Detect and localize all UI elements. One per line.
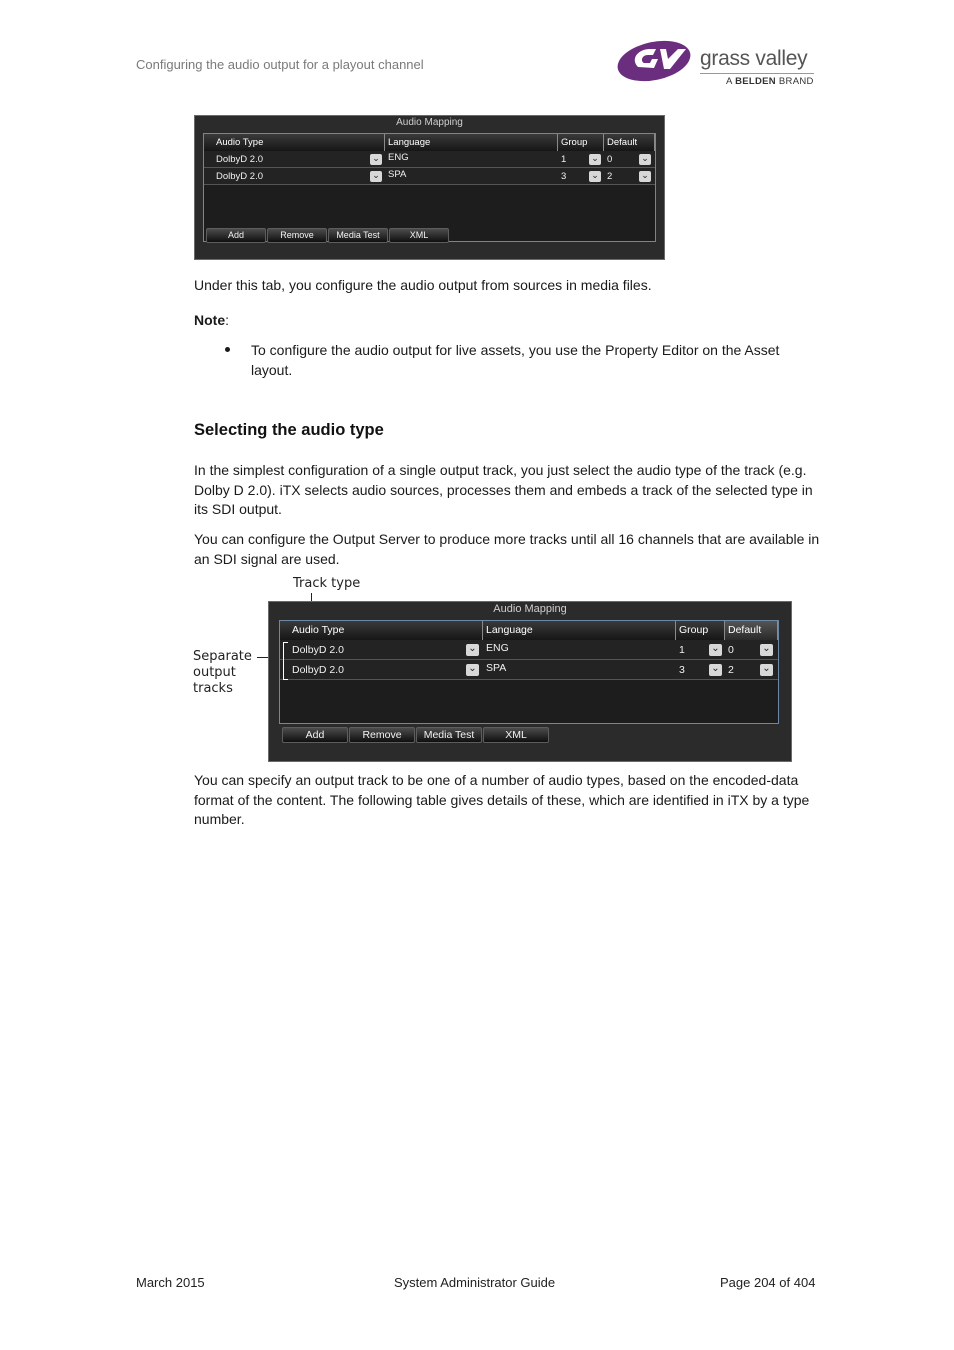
column-header-group[interactable]: Group bbox=[558, 134, 604, 151]
audio-mapping-panel-large bbox=[268, 601, 792, 762]
note-bullet-text: To configure the audio output for live assets, you use the Property Editor on the Asset layout. bbox=[251, 342, 780, 378]
chevron-down-icon[interactable]: ⌄ bbox=[589, 171, 601, 182]
paragraph-simplest-config: In the simplest configuration of a single output track, you just select the audio type of the track (e.g. Dolby D 2.0). iTX selects audio sources, processes them and embeds a track of the selected type in its SDI output. bbox=[194, 462, 813, 517]
cell-audio-type[interactable]: DolbyD 2.0 bbox=[280, 660, 483, 680]
footer-guide-title: System Administrator Guide bbox=[394, 1275, 556, 1290]
separate-tracks-line2: output bbox=[193, 665, 236, 680]
paragraph-audio-types: You can specify an output track to be one of a number of audio types, based on the encoded-data format of the content. The following table gives details of these, which are identified in iTX by a type number. bbox=[194, 772, 810, 827]
column-header-default[interactable]: Default bbox=[725, 621, 778, 640]
logo-divider bbox=[700, 73, 814, 74]
chevron-down-icon[interactable]: ⌄ bbox=[370, 154, 382, 165]
chevron-down-icon[interactable]: ⌄ bbox=[709, 664, 722, 676]
panel-title: Audio Mapping bbox=[396, 117, 463, 128]
audio-mapping-panel-small bbox=[194, 115, 665, 260]
logo-tagline bbox=[726, 76, 814, 87]
column-header-language[interactable]: Language bbox=[483, 621, 676, 640]
note-label bbox=[194, 311, 229, 331]
audio-mapping-grid bbox=[279, 620, 779, 724]
grass-valley-logo bbox=[616, 37, 816, 89]
remove-button[interactable]: Remove bbox=[267, 228, 327, 243]
audio-mapping-grid bbox=[203, 133, 656, 242]
column-header-language[interactable]: Language bbox=[385, 134, 558, 151]
chevron-down-icon[interactable]: ⌄ bbox=[639, 154, 651, 165]
chevron-down-icon[interactable]: ⌄ bbox=[466, 664, 479, 676]
add-button[interactable]: Add bbox=[206, 228, 266, 243]
cell-default[interactable]: 0 bbox=[725, 640, 778, 660]
column-header-default[interactable]: Default bbox=[604, 134, 655, 151]
gv-logo-mark-icon bbox=[616, 37, 696, 85]
logo-tagline-brand: BELDEN bbox=[735, 76, 776, 87]
cell-group[interactable]: 3 bbox=[676, 660, 725, 680]
separate-tracks-line1: Separate bbox=[193, 649, 252, 664]
cell-group[interactable]: 1 bbox=[676, 640, 725, 660]
cell-group[interactable]: 1 bbox=[558, 151, 604, 168]
chevron-down-icon[interactable]: ⌄ bbox=[760, 644, 773, 656]
cell-group[interactable]: 3 bbox=[558, 168, 604, 185]
cell-audio-type[interactable]: DolbyD 2.0 bbox=[204, 151, 385, 168]
bullet-dot bbox=[225, 347, 230, 352]
chevron-down-icon[interactable]: ⌄ bbox=[589, 154, 601, 165]
column-header-audio-type[interactable]: Audio Type bbox=[204, 134, 385, 151]
logo-tagline-prefix: A bbox=[726, 76, 733, 87]
logo-tagline-suffix: BRAND bbox=[778, 76, 814, 87]
chevron-down-icon[interactable]: ⌄ bbox=[760, 664, 773, 676]
cell-language[interactable]: ENG bbox=[483, 640, 676, 660]
media-test-button[interactable]: Media Test bbox=[416, 727, 482, 743]
xml-button[interactable]: XML bbox=[389, 228, 449, 243]
cell-language[interactable]: SPA bbox=[483, 660, 676, 680]
media-test-button[interactable]: Media Test bbox=[328, 228, 388, 243]
cell-audio-type[interactable]: DolbyD 2.0 bbox=[280, 640, 483, 660]
separate-tracks-annotation bbox=[193, 649, 252, 697]
cell-language[interactable]: SPA bbox=[385, 168, 558, 185]
footer-date: March 2015 bbox=[136, 1275, 205, 1290]
footer-page-number: Page 204 of 404 bbox=[720, 1275, 816, 1290]
cell-default[interactable]: 2 bbox=[604, 168, 655, 185]
cell-language[interactable]: ENG bbox=[385, 151, 558, 168]
column-header-group[interactable]: Group bbox=[676, 621, 725, 640]
chevron-down-icon[interactable]: ⌄ bbox=[466, 644, 479, 656]
remove-button[interactable]: Remove bbox=[349, 727, 415, 743]
chevron-down-icon[interactable]: ⌄ bbox=[709, 644, 722, 656]
paragraph-output-server: You can configure the Output Server to produce more tracks until all 16 channels that are available in an SDI signal are used. bbox=[194, 531, 820, 567]
note-label-text: Note bbox=[194, 312, 226, 328]
note-colon: : bbox=[225, 312, 230, 328]
separate-tracks-line3: tracks bbox=[193, 681, 233, 696]
cell-default[interactable]: 2 bbox=[725, 660, 778, 680]
column-header-audio-type[interactable]: Audio Type bbox=[280, 621, 483, 640]
tracks-bracket bbox=[283, 642, 288, 680]
chevron-down-icon[interactable]: ⌄ bbox=[370, 171, 382, 182]
cell-audio-type[interactable]: DolbyD 2.0 bbox=[204, 168, 385, 185]
running-header: Configuring the audio output for a playout channel bbox=[136, 57, 424, 72]
panel-title: Audio Mapping bbox=[493, 603, 567, 615]
chevron-down-icon[interactable]: ⌄ bbox=[639, 171, 651, 182]
xml-button[interactable]: XML bbox=[483, 727, 549, 743]
intro-paragraph: Under this tab, you configure the audio output from sources in media files. bbox=[194, 277, 652, 293]
track-type-annotation: Track type bbox=[293, 576, 361, 591]
add-button[interactable]: Add bbox=[282, 727, 348, 743]
logo-wordmark: grass valley bbox=[700, 47, 808, 70]
cell-default[interactable]: 0 bbox=[604, 151, 655, 168]
section-heading: Selecting the audio type bbox=[194, 421, 384, 439]
